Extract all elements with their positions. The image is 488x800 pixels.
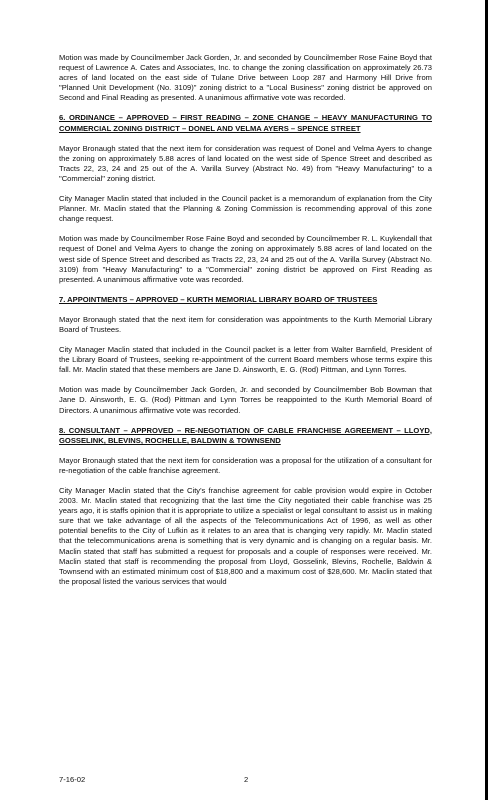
paragraph-planner-memo: City Manager Maclin stated that included in the Council packet is a memorandum of explanation from the City Planner. Mr. Maclin stated that the Planning & Zoning Commission is recommending approval of this zone change request.	[59, 194, 432, 224]
page-body	[59, 53, 432, 597]
paragraph-library-item: Mayor Bronaugh stated that the next item for consideration was appointments to the Kurth Memorial Library Board of Trustees.	[59, 314, 432, 334]
paragraph-library-letter: City Manager Maclin stated that included in the Council packet is a letter from Walter Barnfield, President of the Library Board of Trustees, seeking re-appointment of the current Board members whose terms expire this fall. Mr. Maclin stated that these members are Jane D. Ainsworth, E. G. (Rod) Pittman, and Lynn Torres.	[59, 345, 432, 375]
heading-item-7: 7. APPOINTMENTS – APPROVED – KURTH MEMORIAL LIBRARY BOARD OF TRUSTEES	[59, 294, 378, 304]
paragraph-motion-ayers: Motion was made by Councilmember Rose Faine Boyd and seconded by Councilmember R. L. Kuykendall that request of Donel and Velma Ayers to change the zoning on approximately 5.88 acres of land located on the west side of Spence Street and described as Tracts 22, 23, 24 and 25 out of the A. Varilla Survey (Abstract No. 3109) from "Heavy Manufacturing" to a "Commercial" zoning district be approved on First Reading as presented. A unanimous affirmative vote was recorded.	[59, 234, 432, 284]
paragraph-motion-tulane: Motion was made by Councilmember Jack Gorden, Jr. and seconded by Councilmember Rose Faine Boyd that request of Lawrence A. Cates and Associates, Inc. to change the zoning classification on approximately 26.73 acres of land located on the east side of Tulane Drive between Loop 287 and Harmony Hill Drive from "Planned Unit Development (No. 3109)" zoning district to a "Local Business" zoning district be approved on Second and Final Reading as presented. A unanimous affirmative vote was recorded.	[59, 53, 432, 103]
heading-item-8: 8. CONSULTANT – APPROVED – RE-NEGOTIATION OF CABLE FRANCHISE AGREEMENT – LLOYD, GOSSELINK, BLEVINS, ROCHELLE, BALDWIN & TOWNSEND	[59, 425, 432, 445]
paragraph-cable-item: Mayor Bronaugh stated that the next item for consideration was a proposal for the utilization of a consultant for re-negotiation of the cable franchise agreement.	[59, 455, 432, 475]
paragraph-ayers-request: Mayor Bronaugh stated that the next item for consideration was request of Donel and Velma Ayers to change the zoning on approximately 5.88 acres of land located on the west side of Spence Street and described as Tracts 22, 23, 24 and 25 out of the A. Varilla Survey (Abstract No. 49) from "Heavy Manufacturing" to a "Commercial" zoning district.	[59, 143, 432, 183]
footer-date: 7-16-02	[59, 775, 86, 784]
paragraph-motion-library: Motion was made by Councilmember Jack Gorden, Jr. and seconded by Councilmember Bob Bowman that Jane D. Ainsworth, E. G. (Rod) Pittman and Lynn Torres be reappointed to the Kurth Memorial Board of Directors. A unanimous affirmative vote was recorded.	[59, 385, 432, 415]
paragraph-cable-franchise: City Manager Maclin stated that the City's franchise agreement for cable provision would expire in October 2003. Mr. Maclin stated that recognizing that the last time the City negotiated their cable franchise was 25 years ago, it is staffs opinion that it is appropriate to utilize a specialist or legal consultant to assist us in making sure that we take advantage of all the aspects of the Telecommunications Act of 1996, as well as other potential benefits to the City of Lufkin as it relates to an area that is changing very rapidly. Mr. Maclin stated that the telecommunications arena is something that is very dynamic and is changing on a regular basis. Mr. Maclin stated that staff has submitted a request for proposals and a couple of responses were received. Mr. Maclin stated that staff is recommending the proposal from Lloyd, Gosselink, Blevins, Rochelle, Baldwin & Townsend with an estimated minimum cost of $18,800 and a maximum cost of $28,600. Mr. Maclin stated that the proposal listed the various services that would	[59, 486, 432, 586]
heading-item-6: 6. ORDINANCE – APPROVED – FIRST READING – ZONE CHANGE – HEAVY MANUFACTURING TO COMMERCIAL ZONING DISTRICT – DONEL AND VELMA AYERS – SPENCE STREET	[59, 113, 432, 133]
page-number: 2	[244, 775, 249, 784]
